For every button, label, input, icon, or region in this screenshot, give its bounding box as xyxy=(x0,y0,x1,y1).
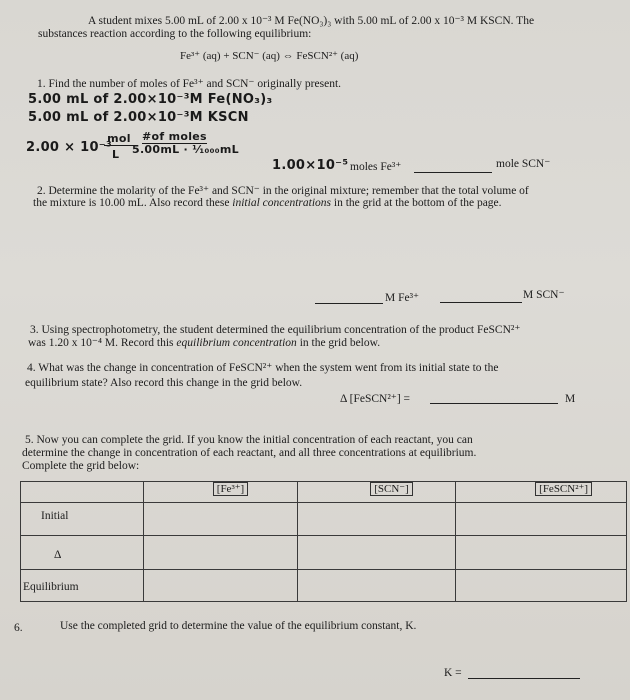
grid-cell-initial-scn[interactable] xyxy=(298,503,456,536)
grid-cell-change-fescn[interactable] xyxy=(456,536,627,570)
answer-blank-molarity-fe[interactable] xyxy=(315,303,383,304)
question-5-line-2: determine the change in concentration of each reactant, and all three concentrations at equilibrium. xyxy=(22,447,477,459)
handwritten-line-1: 5.00 mL of 2.00×10⁻³M Fe(NO₃)₃ xyxy=(28,92,273,107)
question-2-line-2: the mixture is 10.00 mL. Also record these initial concentrations in the grid at the bottom of the page. xyxy=(33,197,502,209)
handwritten-fraction2-top: #of moles xyxy=(142,130,207,143)
question-6-text: Use the completed grid to determine the value of the equilibrium constant, K. xyxy=(60,620,417,632)
handwritten-answer-moles-fe: 1.00×10⁻⁵ xyxy=(272,158,349,173)
grid-cell-equilibrium-fe[interactable] xyxy=(144,570,298,602)
answer-blank-k[interactable] xyxy=(468,678,580,679)
question-1-text: 1. Find the number of moles of Fe³⁺ and SCN⁻ originally present. xyxy=(37,78,342,90)
delta-fescn-label: Δ [FeSCN²⁺] = xyxy=(340,393,411,405)
row-label-initial: Initial xyxy=(41,510,69,522)
grid-header-fe xyxy=(144,482,298,503)
grid-header-scn xyxy=(298,482,456,503)
grid-row-initial xyxy=(21,503,627,536)
question-3-line-2: was 1.20 x 10⁻⁴ M. Record this equilibrium concentration in the grid below. xyxy=(28,337,381,349)
grid-row-equilibrium xyxy=(21,570,627,602)
answer-blank-delta-fescn[interactable] xyxy=(430,403,558,404)
grid-row-label-equilibrium xyxy=(21,570,144,602)
grid-row-label-change xyxy=(21,536,144,570)
grid-cell-initial-fe[interactable] xyxy=(144,503,298,536)
handwritten-fraction-top: mol xyxy=(104,132,134,146)
intro-line-1: A student mixes 5.00 mL of 2.00 x 10⁻³ M Fe(NO₃)₃ with 5.00 mL of 2.00 x 10⁻³ M KSCN. The xyxy=(88,15,535,27)
header-scn-label: [SCN⁻] xyxy=(370,482,413,496)
answer-blank-molarity-scn[interactable] xyxy=(440,302,522,303)
intro-line-2: substances reaction according to the following equilibrium: xyxy=(38,28,312,40)
handwritten-fraction2-bottom: 5.00mL · ¹⁄₁₀₀₀mL xyxy=(132,143,239,156)
answer-blank-moles-scn[interactable] xyxy=(414,172,492,173)
grid-row-change xyxy=(21,536,627,570)
row-label-equilibrium: Equilibrium xyxy=(23,581,79,593)
grid-cell-equilibrium-scn[interactable] xyxy=(298,570,456,602)
question-5-line-3: Complete the grid below: xyxy=(22,460,140,472)
header-fe-label: [Fe³⁺] xyxy=(213,482,248,496)
label-molarity-scn: M SCN⁻ xyxy=(523,289,565,301)
label-molarity-fe: M Fe³⁺ xyxy=(385,292,420,304)
grid-cell-equilibrium-fescn[interactable] xyxy=(456,570,627,602)
grid-cell-change-fe[interactable] xyxy=(144,536,298,570)
question-5-line-1: 5. Now you can complete the grid. If you know the initial concentration of each reactant, you can xyxy=(25,434,473,446)
question-4-line-1: 4. What was the change in concentration of FeSCN²⁺ when the system went from its initial state to the xyxy=(27,362,499,374)
handwritten-fraction-bottom: L xyxy=(112,148,120,161)
label-mole-scn: mole SCN⁻ xyxy=(496,158,551,170)
label-moles-fe: moles Fe³⁺ xyxy=(350,161,402,173)
grid-cell-change-scn[interactable] xyxy=(298,536,456,570)
header-fescn-label: [FeSCN²⁺] xyxy=(535,482,592,496)
grid-header-fescn xyxy=(456,482,627,503)
ice-grid-table xyxy=(20,481,627,602)
question-4-line-2: equilibrium state? Also record this change in the grid below. xyxy=(25,377,303,389)
grid-cell-initial-fescn[interactable] xyxy=(456,503,627,536)
grid-corner-cell xyxy=(21,482,144,503)
question-6-number: 6. xyxy=(14,622,23,634)
row-label-change: Δ xyxy=(54,549,62,561)
equilibrium-equation: Fe³⁺ (aq) + SCN⁻ (aq) ⇔ FeSCN²⁺ (aq) xyxy=(180,50,359,62)
grid-row-label-initial xyxy=(21,503,144,536)
question-2-line-1: 2. Determine the molarity of the Fe³⁺ and SCN⁻ in the original mixture; remember that the total volume of xyxy=(37,185,529,197)
handwritten-calc-left: 2.00 × 10⁻³ xyxy=(26,140,112,155)
grid-header-row xyxy=(21,482,627,503)
handwritten-line-2: 5.00 mL of 2.00×10⁻³M KSCN xyxy=(28,110,249,125)
k-label: K = xyxy=(444,667,462,679)
question-3-line-1: 3. Using spectrophotometry, the student determined the equilibrium concentration of the product FeSCN²⁺ xyxy=(30,324,521,336)
delta-unit-m: M xyxy=(565,393,576,405)
